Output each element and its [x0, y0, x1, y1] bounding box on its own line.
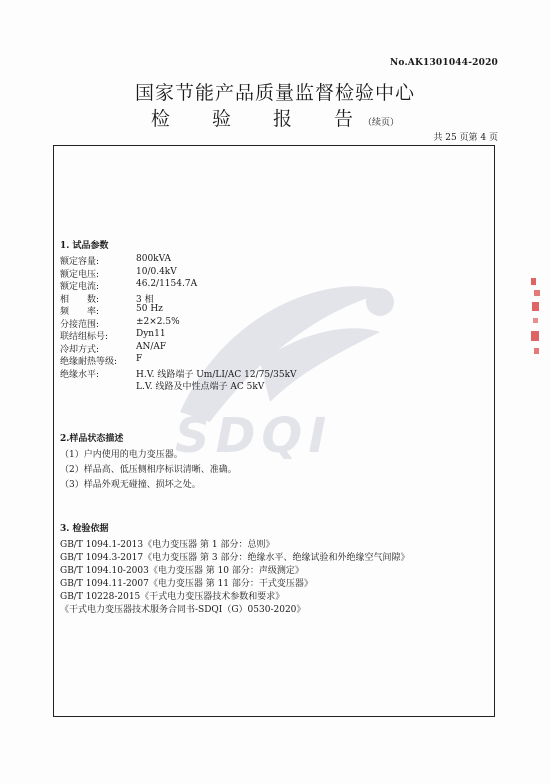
sample-status-item: （2）样品高、低压侧相序标识清晰、准确。 [60, 465, 237, 475]
param-value: 3 相 [136, 294, 154, 305]
report-number: No.AK1301044-2020 [389, 58, 498, 68]
standard-item: GB/T 1094.11-2007《电力变压器 第 11 部分：干式变压器》 [60, 579, 313, 589]
insulation-lv-value: L.V. 线路及中性点端子 AC 5kV [136, 382, 265, 392]
param-value: AN/AF [136, 341, 167, 352]
param-label: 额定电流: [60, 282, 100, 292]
param-value: ±2×2.5% [136, 316, 180, 327]
standard-item: GB/T 1094.1-2013《电力变压器 第 1 部分：总则》 [60, 540, 275, 550]
page-count: 共 25 页第 4 页 [433, 133, 498, 143]
param-value: H.V. 线路端子 Um/LI/AC 12/75/35kV [136, 369, 297, 380]
param-label: 额定容量: [60, 257, 100, 267]
section-1-title: 1. 试品参数 [60, 241, 109, 251]
standard-item: GB/T 1094.3-2017《电力变压器 第 3 部分：绝缘水平、绝缘试验和外绝缘空气间隙》 [60, 553, 410, 563]
standard-item: GB/T 10228-2015《干式电力变压器技术参数和要求》 [60, 592, 285, 602]
param-value: F [136, 354, 143, 364]
param-label: 频 率: [60, 307, 100, 317]
red-seal-stamp-fragment [528, 276, 544, 366]
param-value: 50 Hz [136, 304, 163, 314]
param-label: 额定电压: [60, 269, 100, 280]
watermark-text: SDQI [175, 408, 333, 462]
param-label: 分接范围: [60, 319, 100, 330]
section-2-title: 2.样品状态描述 [60, 434, 124, 444]
param-label: 绝缘耐热等级: [60, 357, 118, 367]
section-3-title: 3. 检验依据 [60, 524, 109, 534]
issuing-center-name: 国家节能产品质量监督检验中心 [134, 82, 415, 104]
param-label: 冷却方式: [60, 344, 100, 355]
param-value: Dyn11 [136, 329, 166, 339]
sdqi-watermark-logo [140, 262, 410, 462]
param-value: 46.2/1154.7A [136, 279, 198, 289]
continued-mark: （续页） [363, 118, 400, 128]
sample-status-item: （1）户内使用的电力变压器。 [60, 450, 183, 460]
report-title: 检 验 报 告 [150, 108, 372, 130]
param-label: 联结组标号: [60, 332, 109, 342]
param-label: 绝缘水平: [60, 369, 100, 380]
report-title-row [0, 104, 550, 131]
param-value: 10/0.4kV [136, 266, 177, 277]
standard-item: 《干式电力变压器技术服务合同书-SDQI（G）0530-2020》 [60, 605, 306, 615]
sample-status-item: （3）样品外观无碰撞、损坏之处。 [60, 480, 201, 490]
standard-item: GB/T 1094.10-2003《电力变压器 第 10 部分：声级测定》 [60, 566, 304, 576]
param-value: 800kVA [136, 254, 172, 264]
param-label: 相 数: [60, 294, 100, 305]
